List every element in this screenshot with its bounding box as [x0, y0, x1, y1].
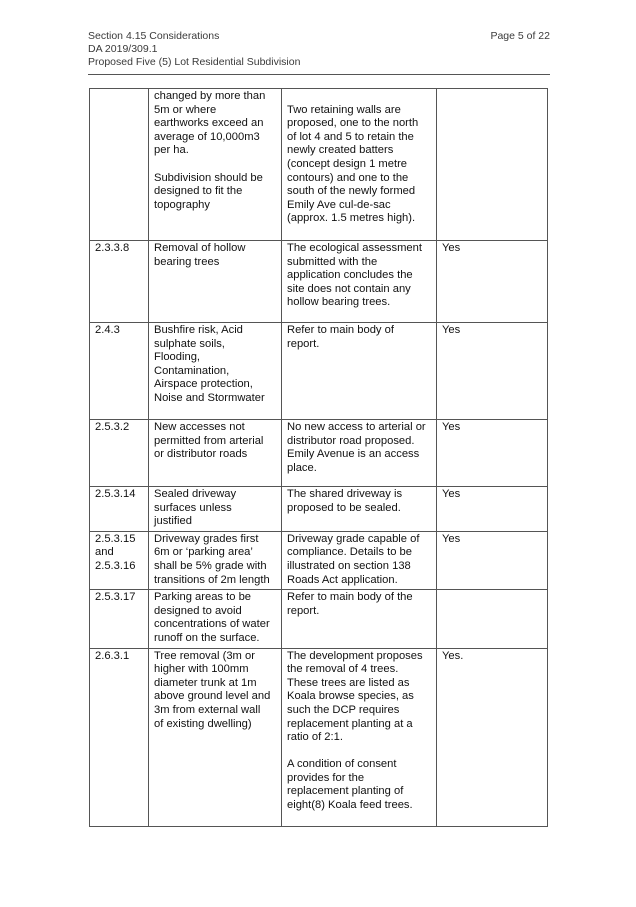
control-cell [149, 89, 282, 241]
complies-cell: Yes. [437, 648, 548, 826]
table-row [90, 323, 548, 420]
comment-line: the removal of 4 trees. [287, 663, 399, 676]
clause-line: 2.5.3.16 [95, 559, 136, 572]
control-line: concentrations of water [154, 618, 270, 631]
complies-cell: Yes [437, 241, 548, 323]
comment-line: Two retaining walls are [287, 103, 401, 116]
comment-line: No new access to arterial or [287, 421, 426, 433]
comment-line: such the DCP requires [287, 703, 400, 716]
control-line: surfaces unless [154, 501, 232, 514]
page-header [88, 30, 550, 69]
table-row [90, 487, 548, 532]
comment-line: distributor road proposed. [287, 434, 415, 447]
comment-cell [282, 89, 437, 241]
control-line: Removal of hollow [154, 242, 246, 254]
comment-cell [282, 241, 437, 323]
control-line: above ground level and [154, 690, 271, 703]
complies-cell: Yes [437, 420, 548, 487]
clause-cell: 2.6.3.1 [90, 648, 149, 826]
comment-line: Roads Act application. [287, 573, 398, 586]
table-row [90, 420, 548, 487]
comment-line: A condition of consent [287, 758, 397, 771]
comment-line: report. [287, 604, 320, 617]
control-cell [149, 323, 282, 420]
comment-line: The shared driveway is [287, 488, 403, 500]
control-line: Subdivision should be [154, 171, 263, 184]
control-line: runoff on the surface. [154, 631, 260, 644]
control-line: Parking areas to be [154, 591, 252, 604]
comment-line: These trees are listed as [287, 676, 410, 689]
header-section-title: Section 4.15 Considerations [88, 30, 220, 42]
control-line: Sealed driveway [154, 488, 237, 500]
comment-line [287, 90, 431, 104]
control-line: 6m or ‘parking area’ [154, 546, 253, 559]
control-line: of existing dwelling) [154, 717, 252, 730]
comment-line: Koala browse species, as [287, 690, 414, 703]
header-divider [88, 74, 550, 75]
clause-cell [90, 89, 149, 241]
control-line [154, 158, 276, 172]
comment-line: proposed, one to the north [287, 117, 419, 130]
comment-line: Emily Ave cul-de-sac [287, 198, 391, 211]
control-line: 5m or where [154, 103, 217, 116]
comment-line [287, 745, 431, 759]
control-line: Tree removal (3m or [154, 649, 255, 662]
control-line: Driveway grades first [154, 532, 259, 545]
comment-line: application concludes the [287, 269, 413, 282]
clause-cell [90, 531, 149, 589]
control-line: designed to fit the [154, 185, 243, 198]
complies-cell [437, 89, 548, 241]
comment-line: Refer to main body of the [287, 591, 413, 604]
table-row [90, 531, 548, 589]
control-line: permitted from arterial [154, 434, 264, 447]
control-line: Flooding, [154, 351, 201, 364]
control-line: Bushfire risk, Acid [154, 324, 243, 336]
comment-line: Emily Avenue is an access [287, 448, 420, 461]
comment-line: Refer to main body of [287, 324, 394, 336]
header-proposal-title: Proposed Five (5) Lot Residential Subdivision [88, 56, 301, 68]
table-row [90, 590, 548, 648]
comment-line: illustrated on section 138 [287, 559, 411, 572]
comment-cell [282, 531, 437, 589]
clause-cell: 2.3.3.8 [90, 241, 149, 323]
complies-cell: Yes [437, 531, 548, 589]
clause-line: 2.5.3.15 [95, 532, 136, 545]
control-line: New accesses not [154, 421, 245, 433]
control-cell [149, 241, 282, 323]
comment-line: provides for the [287, 771, 365, 784]
comment-cell [282, 420, 437, 487]
comment-cell [282, 323, 437, 420]
comment-line: of lot 4 and 5 to retain the [287, 130, 414, 143]
control-cell [149, 487, 282, 532]
page-number: Page 5 of 22 [490, 30, 550, 42]
control-line: changed by more than [154, 90, 266, 102]
control-line: topography [154, 198, 210, 211]
control-line: transitions of 2m length [154, 573, 270, 586]
comment-line: report. [287, 337, 320, 350]
comment-line: site does not contain any [287, 282, 411, 295]
comment-cell [282, 590, 437, 648]
control-cell [149, 590, 282, 648]
comment-line: eight(8) Koala feed trees. [287, 799, 413, 812]
comment-line: replacement planting at a [287, 717, 413, 730]
complies-cell [437, 590, 548, 648]
clause-cell: 2.5.3.17 [90, 590, 149, 648]
control-line: justified [154, 515, 192, 528]
control-line: 3m from external wall [154, 703, 261, 716]
clause-cell: 2.5.3.14 [90, 487, 149, 532]
comment-line: (concept design 1 metre [287, 157, 408, 170]
control-cell [149, 648, 282, 826]
control-line: earthworks exceed an [154, 117, 264, 130]
header-da-number: DA 2019/309.1 [88, 43, 158, 55]
comment-line: Driveway grade capable of [287, 532, 420, 545]
control-line: bearing trees [154, 255, 220, 268]
control-line: Contamination, [154, 364, 230, 377]
comment-line: replacement planting of [287, 785, 404, 798]
comment-line: hollow bearing trees. [287, 296, 391, 309]
considerations-table [89, 88, 548, 827]
control-line: shall be 5% grade with [154, 559, 267, 572]
control-line: average of 10,000m3 [154, 130, 260, 143]
comment-line: submitted with the [287, 255, 378, 268]
complies-cell: Yes [437, 487, 548, 532]
complies-cell: Yes [437, 323, 548, 420]
control-line: designed to avoid [154, 604, 242, 617]
table-row [90, 648, 548, 826]
control-line: Airspace protection, [154, 378, 253, 391]
control-line: sulphate soils, [154, 337, 225, 350]
table-row [90, 89, 548, 241]
comment-line: The ecological assessment [287, 242, 422, 254]
comment-cell [282, 487, 437, 532]
control-line: Noise and Stormwater [154, 391, 265, 404]
comment-line: The development proposes [287, 649, 423, 662]
clause-line: and [95, 546, 114, 559]
control-line: diameter trunk at 1m [154, 676, 257, 689]
clause-cell: 2.4.3 [90, 323, 149, 420]
comment-line: ratio of 2:1. [287, 731, 343, 744]
comment-cell [282, 648, 437, 826]
comment-line: newly created batters [287, 144, 394, 157]
clause-cell: 2.5.3.2 [90, 420, 149, 487]
comment-line: (approx. 1.5 metres high). [287, 212, 416, 225]
comment-line: proposed to be sealed. [287, 501, 401, 514]
comment-line: south of the newly formed [287, 185, 416, 198]
control-line: per ha. [154, 144, 189, 157]
comment-line: contours) and one to the [287, 171, 409, 184]
control-line: higher with 100mm [154, 663, 249, 676]
comment-line: place. [287, 461, 317, 474]
control-cell [149, 531, 282, 589]
control-cell [149, 420, 282, 487]
comment-line: compliance. Details to be [287, 546, 412, 559]
table-row [90, 241, 548, 323]
control-line: or distributor roads [154, 448, 248, 461]
